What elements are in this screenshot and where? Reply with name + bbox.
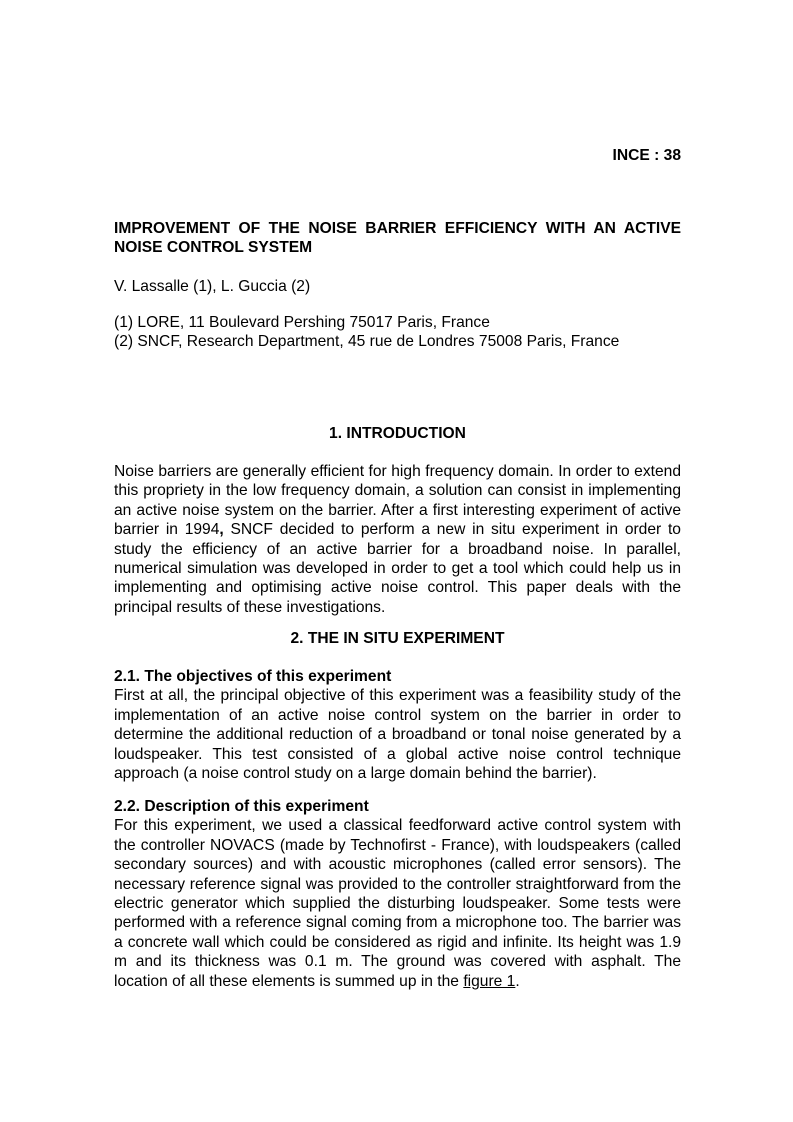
intro-text-a: Noise barriers are generally efficient for high frequency domain. In order to extend this propriety in the low frequency domain, a solution can consist in implementing an active noise system on the barrier. After a first interesting experiment of active barrier in 1994	[114, 463, 681, 539]
paper-title: IMPROVEMENT OF THE NOISE BARRIER EFFICIENCY WITH AN ACTIVE NOISE CONTROL SYSTEM	[114, 220, 681, 257]
subsection-2-2-end: .	[515, 972, 520, 990]
subsection-2-2	[114, 797, 681, 991]
document-page	[114, 0, 681, 1122]
section-1-heading: 1. INTRODUCTION	[329, 425, 466, 442]
intro-text-b: SNCF decided to perform a new in situ experiment in order to study the efficiency of an active barrier for a broadband noise. In parallel, numerical simulation was developed in order to get a tool which could help us in implementing and optimising active noise control. This paper deals with the principal results of these investigations.	[114, 521, 681, 616]
subsection-2-1-heading: 2.1. The objectives of this experiment	[114, 668, 392, 685]
figure-1-link[interactable]: figure 1	[463, 972, 516, 990]
authors: V. Lassalle (1), L. Guccia (2)	[114, 278, 311, 295]
subsection-2-2-heading: 2.2. Description of this experiment	[114, 798, 369, 815]
intro-bold-comma: ,	[219, 521, 224, 539]
subsection-2-1	[114, 667, 681, 783]
section-2-heading: 2. THE IN SITU EXPERIMENT	[290, 630, 505, 647]
affiliation-1: (1) LORE, 11 Boulevard Pershing 75017 Paris, France	[114, 314, 490, 331]
affiliation-2: (2) SNCF, Research Department, 45 rue de Londres 75008 Paris, France	[114, 333, 620, 351]
introduction-paragraph	[114, 462, 681, 617]
subsection-2-1-text: First at all, the principal objective of this experiment was a feasibility study of the implementation of an active noise control system on the barrier in order to determine the additional reduction of a broadband or tonal noise generated by a loudspeaker. This test consisted of a global active noise control technique approach (a noise control study on a large domain behind the barrier).	[114, 687, 681, 783]
subsection-2-2-text: For this experiment, we used a classical feedforward active control system with the controller NOVACS (made by Technofirst - France), with loudspeakers (called secondary sources) and with acoustic microphones (called error sensors). The necessary reference signal was provided to the controller straightforward from the electric generator which supplied the disturbing loudspeaker. Some tests were performed with a reference signal coming from a microphone too. The barrier was a concrete wall which could be considered as rigid and infinite. Its height was 1.9 m and its thickness was 0.1 m. The ground was covered with asphalt. The location of all these elements is summed up in the	[114, 817, 681, 990]
affiliations	[114, 313, 619, 352]
paper-reference: INCE : 38	[612, 147, 681, 164]
